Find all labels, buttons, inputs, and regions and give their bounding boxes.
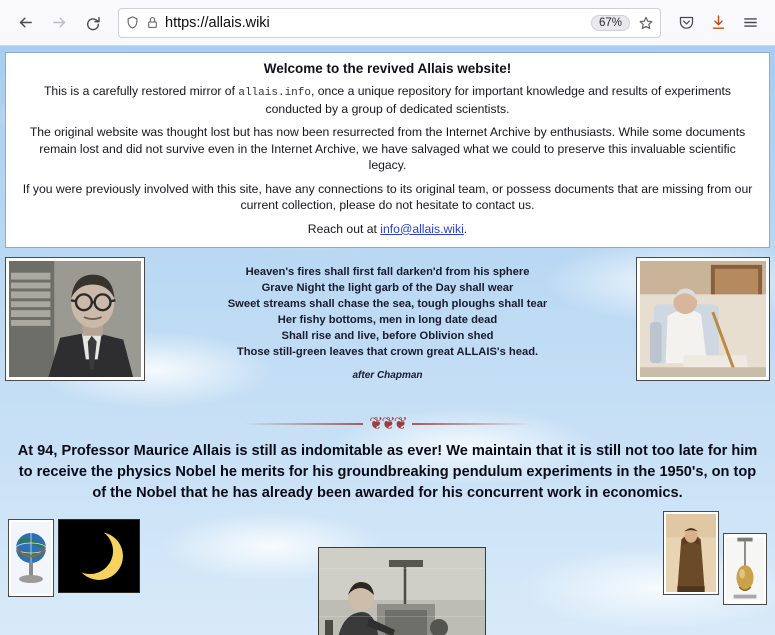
- poem-line: Heaven's fires shall first fall darken'd from his sphere: [245, 266, 530, 279]
- pendulum-graphic: [726, 536, 764, 602]
- lock-icon[interactable]: [146, 16, 159, 29]
- browser-toolbar: [0, 0, 775, 46]
- notice-paragraph-1: [20, 83, 755, 117]
- notice-paragraph-2: The original website was thought lost but has now been resurrected from the Internet Archive by enthusiasts. While some documents remain lost and did not survive even in the Internet Archive, we have salvaged what we could to preserve this invaluable scientific legacy.: [29, 125, 746, 173]
- url-text[interactable]: https://allais.wiki: [165, 14, 270, 31]
- divider-rule-right: [412, 423, 532, 425]
- pocket-icon[interactable]: [671, 8, 701, 38]
- original-domain: allais.info: [238, 87, 311, 99]
- downloads-icon[interactable]: [703, 8, 733, 38]
- photo-maurice-allais-elderly-seated: [636, 257, 770, 381]
- app-menu-icon[interactable]: [735, 8, 765, 38]
- poem-attribution: after Chapman: [352, 369, 423, 381]
- portrait-maurice-allais-young: [5, 257, 145, 381]
- globe-graphic: [11, 522, 51, 594]
- zoom-level-badge[interactable]: 67%: [591, 15, 630, 31]
- notice-p4-after: .: [463, 221, 468, 236]
- star-icon[interactable]: [638, 15, 654, 31]
- headline-text: At 94, Professor Maurice Allais is still as indomitable as ever! We maintain that it is still not too late for him to receive the physics Nobel he merits for his groundbreaking pendulum experiments in the 1950's, on top of the Nobel that he has already been awarded for his concurrent work in economics.: [17, 443, 758, 502]
- reload-button[interactable]: [78, 8, 108, 38]
- image-paraconical-pendulum-bob[interactable]: [723, 533, 767, 605]
- portrait-young-graphic: [9, 261, 141, 377]
- welcome-notice: [5, 52, 770, 248]
- address-bar[interactable]: [118, 8, 661, 38]
- poem-line: Her fishy bottoms, men in long date dead: [277, 313, 498, 326]
- image-gallery: [0, 519, 775, 635]
- contact-email-link[interactable]: info@allais.wiki: [380, 221, 464, 236]
- poem-line: Sweet streams shall chase the sea, tough ploughs shall tear: [227, 297, 548, 310]
- apparatus-graphic: [319, 548, 485, 635]
- notice-paragraph-3: If you were previously involved with this site, have any connections to its original team, or possess documents that are missing from our current collection, please do not hesitate to contact us.: [22, 181, 753, 213]
- divider-rule-left: [243, 423, 363, 425]
- poem-text: [190, 265, 585, 380]
- eclipse-graphic: [59, 520, 139, 592]
- notice-paragraph-4: [20, 221, 755, 237]
- image-solar-eclipse-crescent[interactable]: [58, 519, 140, 593]
- notice-p4-before: Reach out at: [307, 221, 381, 236]
- notice-p1-after: , once a unique repository for important knowledge and results of experiments conducted by a group of dedicated scientists.: [265, 84, 732, 116]
- notice-p1-before: This is a carefully restored mirror of: [43, 84, 239, 98]
- monk-graphic: [666, 514, 716, 592]
- poem-line: Grave Night the light garb of the Day shall wear: [261, 282, 514, 295]
- forward-button[interactable]: [44, 8, 74, 38]
- image-robed-figure-statue[interactable]: [663, 511, 719, 595]
- notice-title: Welcome to the revived Allais website!: [263, 61, 512, 76]
- image-globe-on-stand[interactable]: [8, 519, 54, 597]
- toolbar-right-buttons: [671, 8, 765, 38]
- page-content: [0, 46, 775, 635]
- photo-allais-with-pendulum-apparatus[interactable]: [318, 547, 486, 635]
- divider-ornament: ❦❦❦: [369, 414, 406, 434]
- portrait-elderly-graphic: [640, 261, 766, 377]
- poem-section: [0, 257, 775, 407]
- ornamental-divider: [0, 413, 775, 435]
- shield-icon[interactable]: [125, 15, 140, 30]
- poem-line: Those still-green leaves that crown great ALLAIS's head.: [236, 345, 539, 358]
- poem-line: Shall rise and live, before Oblivion shed: [281, 329, 494, 342]
- back-button[interactable]: [10, 8, 40, 38]
